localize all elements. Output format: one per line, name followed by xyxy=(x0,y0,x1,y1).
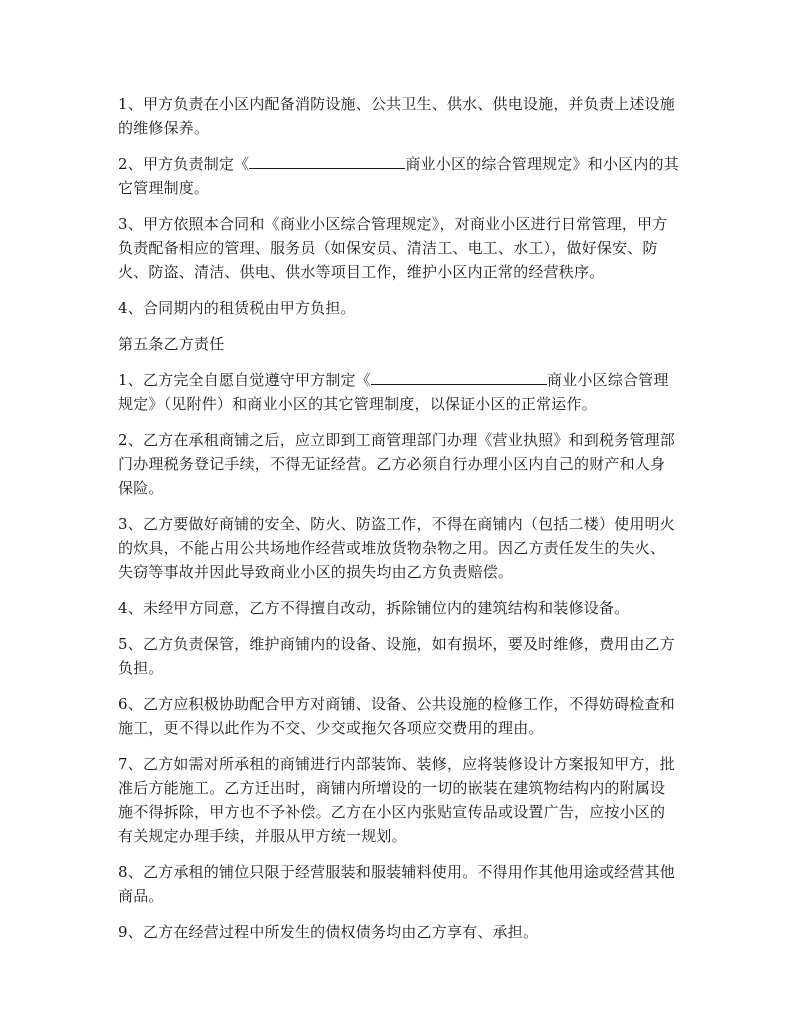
clause-party-b-3: 3、乙方要做好商铺的安全、防火、防盗工作，不得在商铺内（包括二楼）使用明火的炊具，不能占用公共场地作经营或堆放货物杂物之用。因乙方责任发生的失火、失窃等事故并因此导致商业小区的损失均由乙方负责赔偿。 xyxy=(118,515,675,581)
clause-party-b-2: 2、乙方在承租商铺之后，应立即到工商管理部门办理《营业执照》和到税务管理部门办理税务登记手续，不得无证经营。乙方必须自行办理小区内自己的财产和人身保险。 xyxy=(118,431,675,497)
clause-party-b-1 xyxy=(118,368,680,416)
clause-party-a-2 xyxy=(118,152,680,200)
clause-text-after: 商业小区的综合管理规定》和小区内的其它管理制度。 xyxy=(118,155,679,197)
document-body xyxy=(118,92,680,956)
clause-party-b-5: 5、乙方负责保管，维护商铺内的设备、设施，如有损坏，要及时维修，费用由乙方负担。 xyxy=(118,635,675,677)
clause-party-b-9: 9、乙方在经营过程中所发生的债权债务均由乙方享有、承担。 xyxy=(118,923,539,941)
clause-party-a-1: 1、甲方负责在小区内配备消防设施、公共卫生、供水、供电设施，并负责上述设施的维修保养。 xyxy=(118,95,675,137)
fill-in-blank xyxy=(371,369,547,385)
clause-text-before: 1、乙方完全自愿自觉遵守甲方制定《 xyxy=(118,371,371,389)
clause-text-before: 2、甲方负责制定《 xyxy=(118,155,250,173)
clause-party-b-6: 6、乙方应积极协助配合甲方对商铺、设备、公共设施的检修工作，不得妨碍检查和施工，更不得以此作为不交、少交或拖欠各项应交费用的理由。 xyxy=(118,695,675,737)
clause-party-a-4: 4、合同期内的租赁税由甲方负担。 xyxy=(118,299,356,317)
clause-party-b-7: 7、乙方如需对所承租的商铺进行内部装饰、装修，应将装修设计方案报知甲方，批准后方能施工。乙方迁出时，商铺内所增设的一切的嵌装在建筑物结构内的附属设施不得拆除，甲方也不予补偿。乙方在小区内张贴宣传品或设置广告，应按小区的有关规定办理手续，并服从甲方统一规划。 xyxy=(118,755,675,845)
clause-text-after: 商业小区综合管理规定》（见附件）和商业小区的其它管理制度，以保证小区的正常运作。 xyxy=(118,371,669,413)
clause-party-b-8: 8、乙方承租的铺位只限于经营服装和服装辅料使用。不得用作其他用途或经营其他商品。 xyxy=(118,863,675,905)
clause-party-a-3: 3、甲方依照本合同和《商业小区综合管理规定》，对商业小区进行日常管理，甲方负责配备相应的管理、服务员（如保安员、清洁工、电工、水工），做好保安、防火、防盗、清洁、供电、供水等项目工作，维护小区内正常的经营秩序。 xyxy=(118,215,668,281)
fill-in-blank xyxy=(249,153,405,169)
clause-party-b-4: 4、未经甲方同意，乙方不得擅自改动，拆除铺位内的建筑结构和装修设备。 xyxy=(118,599,630,617)
section-heading-article-5: 第五条乙方责任 xyxy=(118,335,225,353)
